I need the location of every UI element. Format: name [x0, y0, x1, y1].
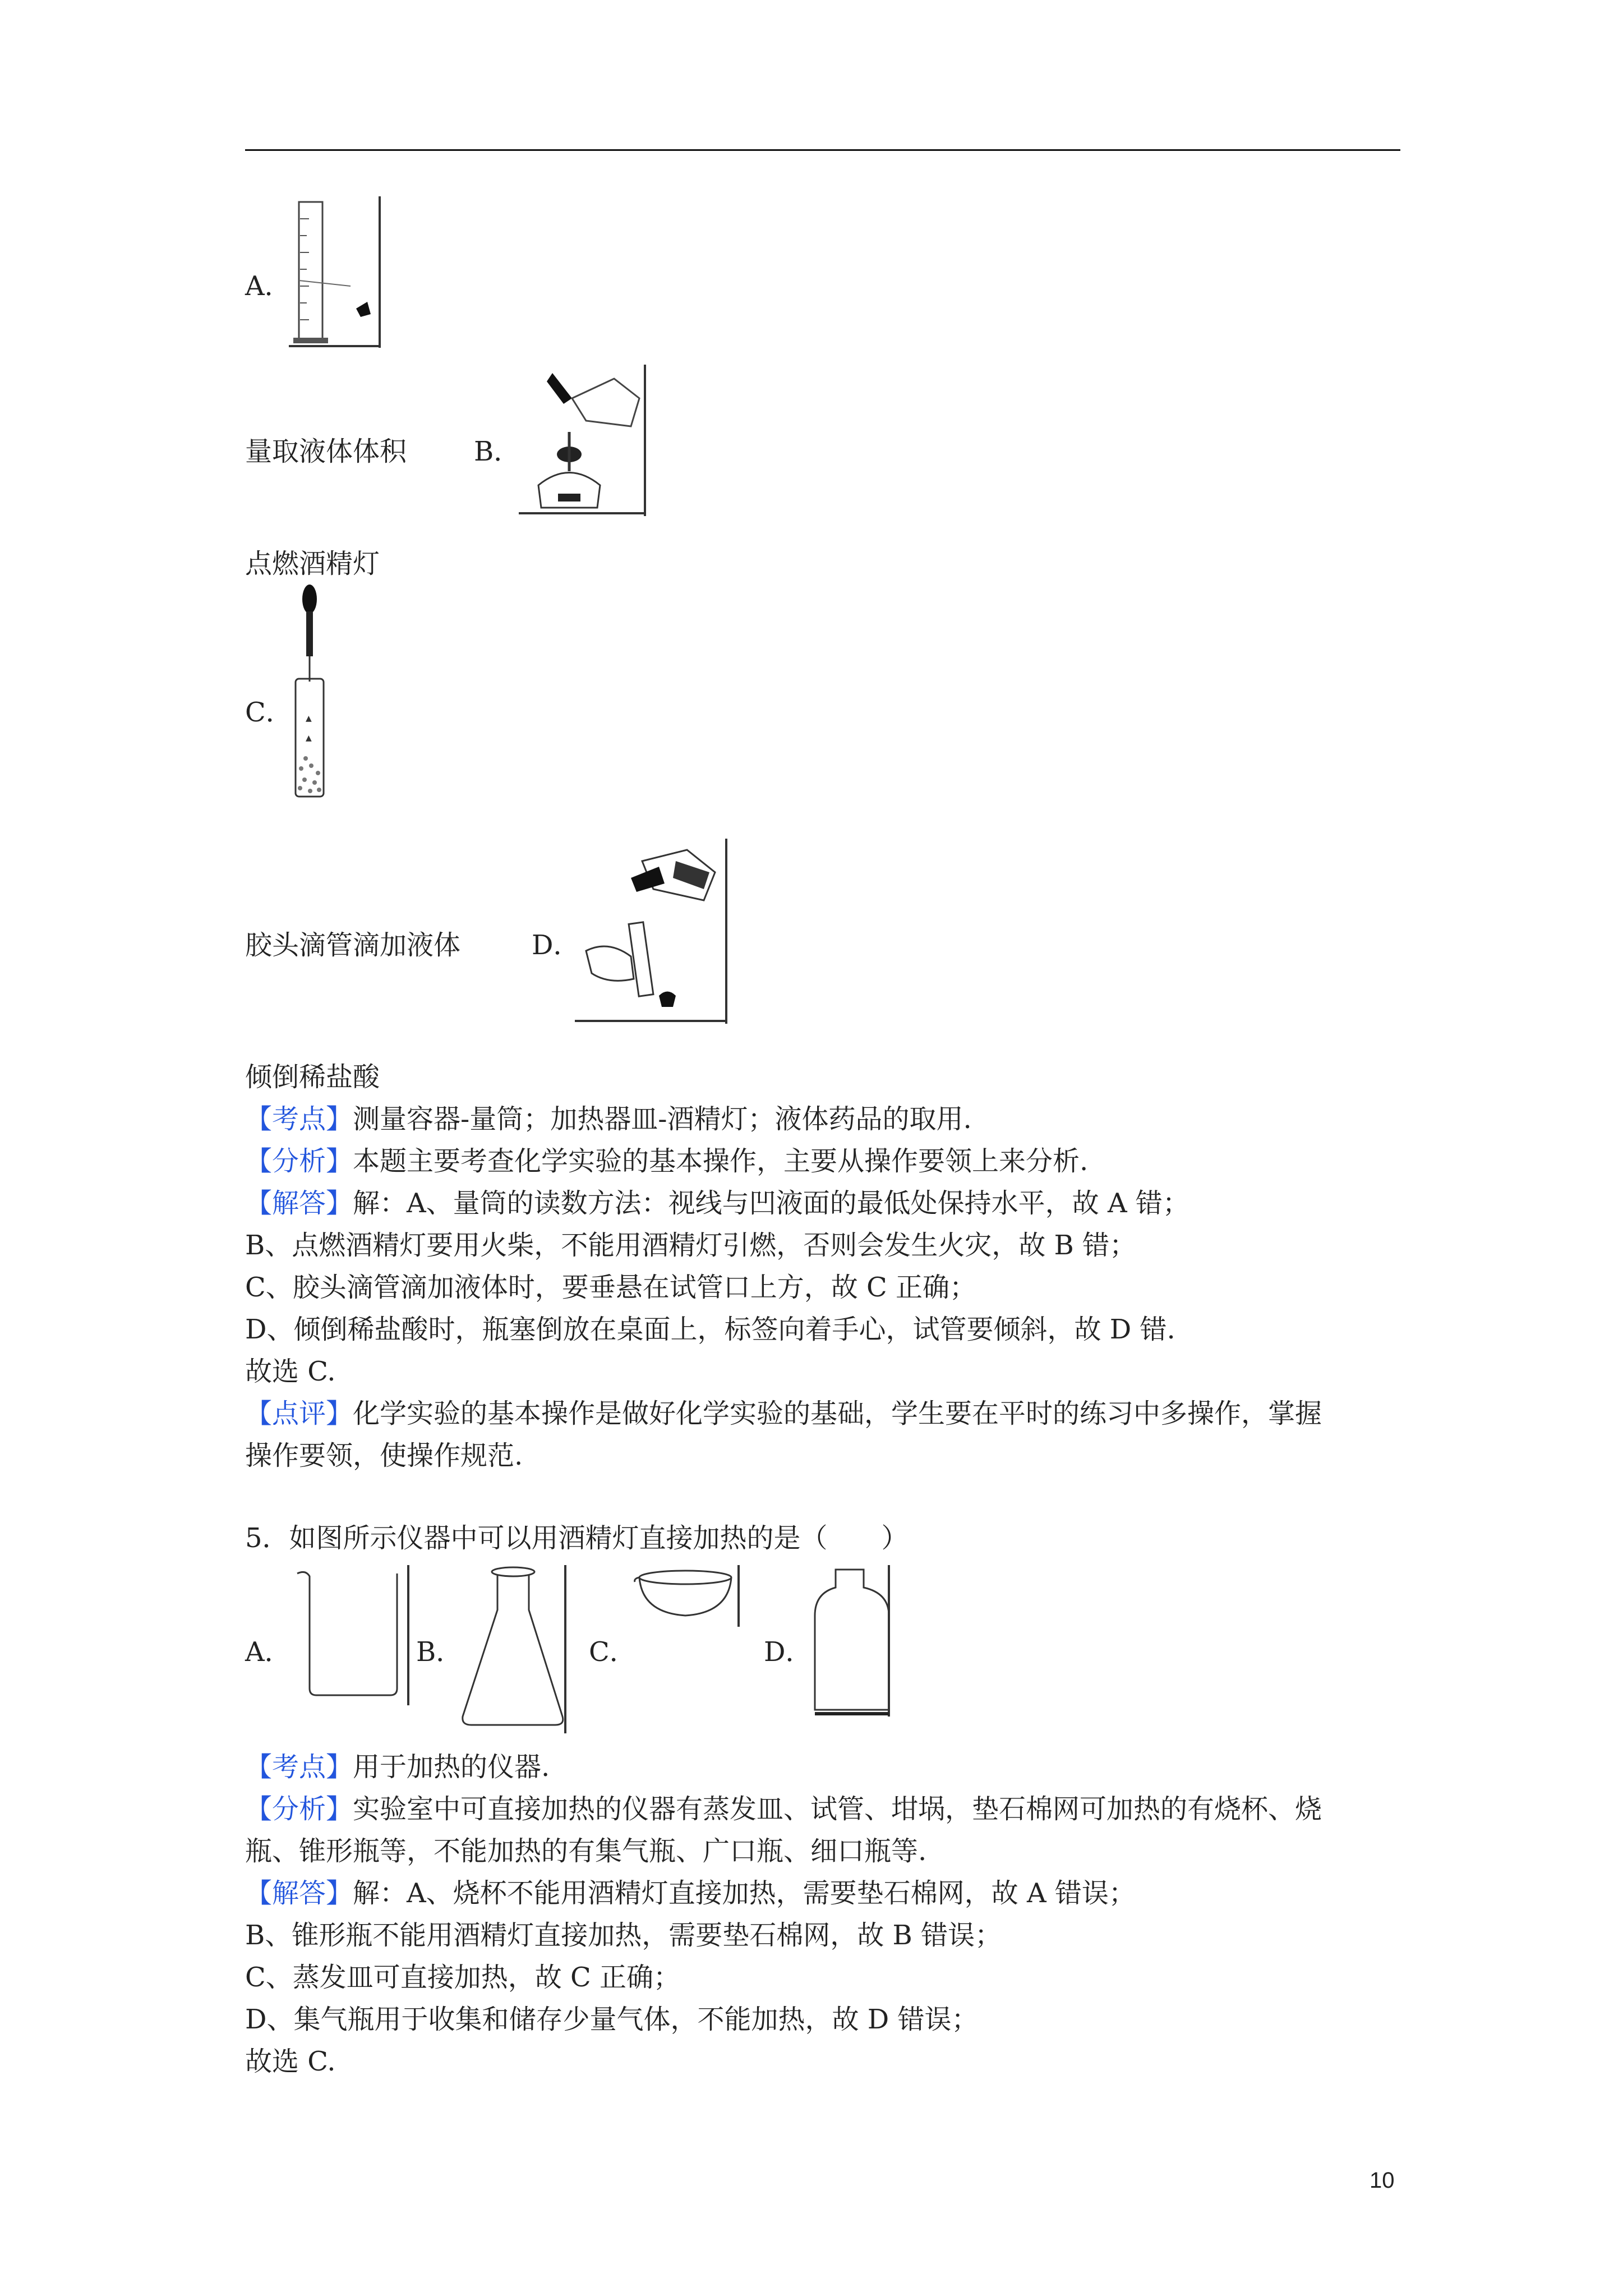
- jieda-text: 解：A、烧杯不能用酒精灯直接加热，需要垫石棉网，故 A 错误；: [353, 1878, 1136, 1909]
- fenxi-tag: 【分析】: [245, 1793, 353, 1825]
- option-b-letter: B．: [474, 436, 521, 467]
- kaodian-tag: 【考点】: [245, 1751, 353, 1783]
- fenxi-tag: 【分析】: [245, 1145, 353, 1177]
- q5-answer-line: C、蒸发皿可直接加热，故 C 正确；: [245, 1962, 680, 1993]
- jieda-text: 解：A、量筒的读数方法：视线与凹液面的最低处保持水平，故 A 错；: [353, 1188, 1189, 1219]
- option-d-letter: D．: [532, 930, 580, 961]
- q5-option-d-letter: D．: [764, 1636, 813, 1668]
- svg-text:▲: ▲: [306, 734, 312, 743]
- q5-fenxi-cont: 瓶、锥形瓶等，不能加热的有集气瓶、广口瓶、细口瓶等.: [245, 1835, 927, 1867]
- graduated-cylinder-figure: [289, 196, 384, 348]
- fenxi-text: 本题主要考查化学实验的基本操作，主要从操作要领上来分析.: [353, 1145, 1089, 1177]
- beaker-figure: [292, 1565, 412, 1705]
- q5-answer-line: 故选 C.: [245, 2046, 336, 2077]
- dianping-tag: 【点评】: [245, 1398, 353, 1429]
- q5-answer-line: D、集气瓶用于收集和储存少量气体，不能加热，故 D 错误；: [245, 2004, 979, 2035]
- jieda-tag: 【解答】: [245, 1188, 353, 1219]
- option-b-caption: 点燃酒精灯: [245, 548, 380, 579]
- alcohol-lamp-lighting-figure: [519, 365, 648, 516]
- gas-collecting-bottle-figure: [810, 1565, 895, 1717]
- q5-answer-line: B、锥形瓶不能用酒精灯直接加热，需要垫石棉网，故 B 错误；: [245, 1920, 1002, 1951]
- q4-answer-line: B、点燃酒精灯要用火柴，不能用酒精灯引燃，否则会发生火灾，故 B 错；: [245, 1230, 1137, 1261]
- conical-flask-figure: [457, 1565, 569, 1733]
- fenxi-text: 实验室中可直接加热的仪器有蒸发皿、试管、坩埚，垫石棉网可加热的有烧杯、烧: [353, 1793, 1322, 1825]
- jieda-tag: 【解答】: [245, 1878, 353, 1909]
- q5-option-a-letter: A．: [245, 1636, 292, 1668]
- page-number: 10: [1370, 2168, 1395, 2193]
- option-d-caption: 倾倒稀盐酸: [245, 1061, 380, 1093]
- option-c-caption: 胶头滴管滴加液体: [245, 930, 461, 961]
- q5-fenxi: [245, 1792, 1322, 1826]
- q5-kaodian: [245, 1750, 550, 1784]
- dropper-test-tube-figure: [289, 583, 339, 802]
- q5-option-c-letter: C．: [589, 1636, 637, 1668]
- evaporating-dish-figure: [634, 1565, 740, 1627]
- q5-option-b-letter: B．: [416, 1636, 463, 1668]
- option-a-caption: 量取液体体积: [245, 436, 407, 467]
- q4-answer-line: D、倾倒稀盐酸时，瓶塞倒放在桌面上，标签向着手心，试管要倾斜，故 D 错.: [245, 1314, 1175, 1345]
- pouring-acid-figure: [575, 839, 729, 1024]
- q4-dianping-cont: 操作要领，使操作规范.: [245, 1440, 523, 1471]
- option-a-letter: A．: [245, 270, 292, 302]
- option-c-letter: C．: [245, 697, 293, 728]
- q4-kaodian: [245, 1102, 972, 1136]
- q4-jieda: [245, 1186, 1189, 1220]
- q5-jieda: [245, 1876, 1136, 1910]
- q4-dianping: [245, 1397, 1322, 1430]
- kaodian-tag: 【考点】: [245, 1103, 353, 1135]
- svg-text:▲: ▲: [306, 714, 312, 723]
- q5-question: 5．如图所示仪器中可以用酒精灯直接加热的是（ ）: [245, 1522, 909, 1554]
- dianping-text: 化学实验的基本操作是做好化学实验的基础，学生要在平时的练习中多操作，掌握: [353, 1398, 1322, 1429]
- kaodian-text: 用于加热的仪器.: [353, 1751, 550, 1783]
- header-rule: [245, 149, 1400, 151]
- q4-answer-line: 故选 C.: [245, 1356, 336, 1387]
- q4-fenxi: [245, 1144, 1088, 1178]
- q4-answer-line: C、胶头滴管滴加液体时，要垂悬在试管口上方，故 C 正确；: [245, 1272, 976, 1303]
- kaodian-text: 测量容器-量筒；加热器皿-酒精灯；液体药品的取用.: [353, 1103, 972, 1135]
